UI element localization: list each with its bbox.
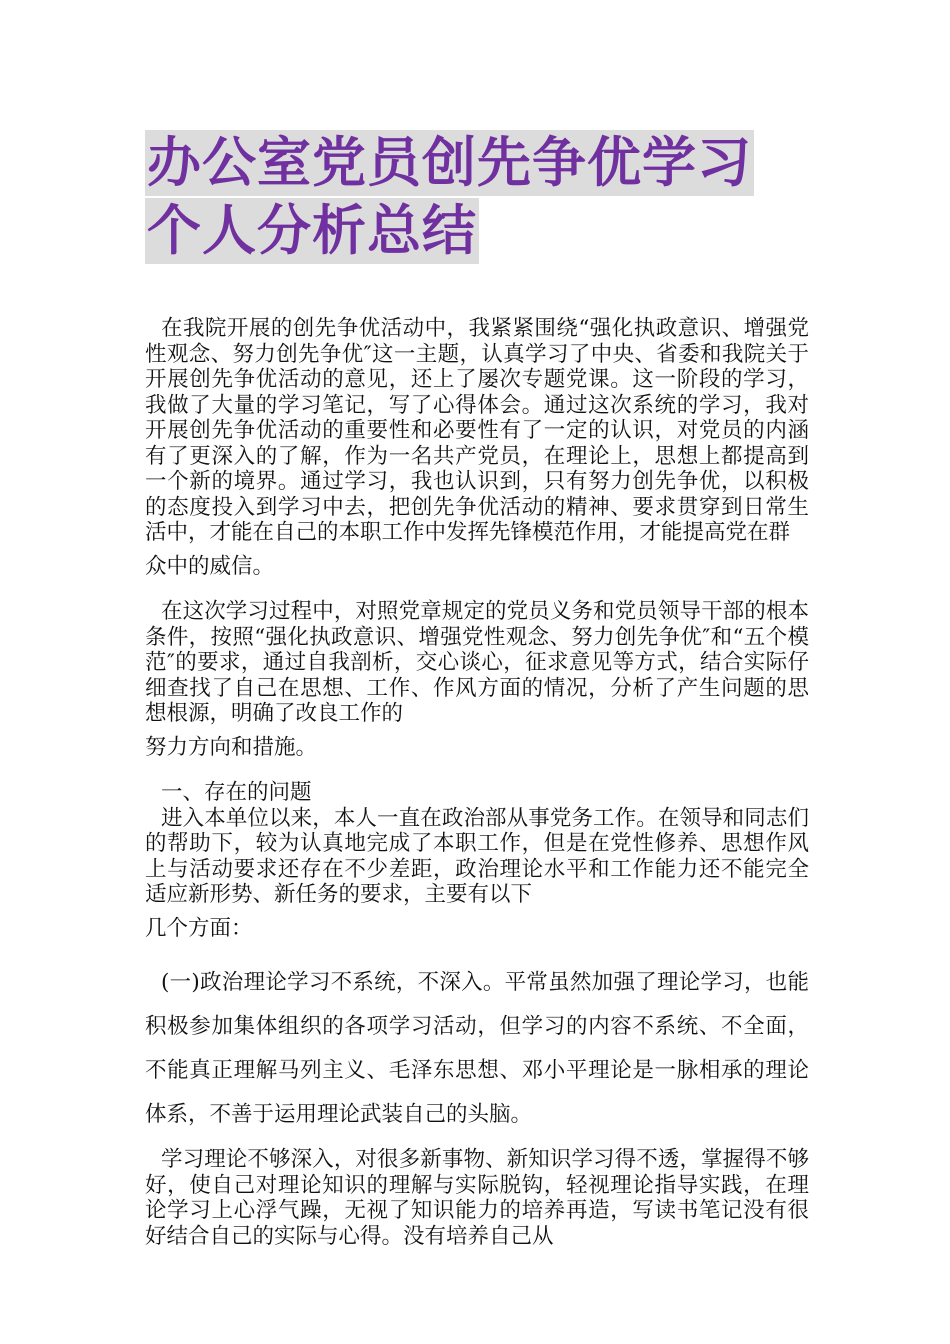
paragraph-1-text: 在我院开展的创先争优活动中，我紧紧围绕“强化执政意识、增强党性观念、努力创先争优″这一主题，认真学习了中央、省委和我院关于开展创先争优活动的意见，还上了屡次专题党课。这一阶段的学习，我做了大量的学习笔记，写了心得体会。通过这次系统的学习，我对开展创先争优活动的重要性和必要性有了一定的认识，对党员的内涵有了更深入的了解，作为一名共产党员，在理论上，思想上都提高到一个新的境界。通过学习，我也认识到，只有努力创先争优，以积极的态度投入到学习中去，把创先争优活动的精神、要求贯穿到日常生活中，才能在自己的本职工作中发挥先锋模范作用，才能提高党在群 (145, 316, 809, 545)
paragraph-2-text: 在这次学习过程中，对照党章规定的党员义务和党员领导干部的根本条件，按照“强化执政意识、增强党性观念、努力创先争优″和“五个模范″的要求，通过自我剖析，交心谈心，征求意见等方式，结合实际仔细查找了自己在思想、工作、作风方面的情况，分析了产生问题的思想根源，明确了改良工作的 (145, 599, 809, 726)
paragraph-3 (145, 806, 809, 942)
paragraph-2-tail: 努力方向和措施。 (145, 734, 318, 760)
paragraph-3-text: 进入本单位以来，本人一直在政治部从事党务工作。在领导和同志们的帮助下，较为认真地完成了本职工作，但是在党性修养、思想作风上与活动要求还存在不少差距，政治理论水平和工作能力还不能完全适应新形势、新任务的要求，主要有以下 (145, 805, 809, 907)
paragraph-4: (一)政治理论学习不系统，不深入。平常虽然加强了理论学习，也能积极参加集体组织的各项学习活动，但学习的内容不系统、不全面，不能真正理解马列主义、毛泽东思想、邓小平理论是一脉相承的理论体系，不善于运用理论武装自己的头脑。 (145, 970, 809, 1127)
document-body (145, 316, 809, 1249)
paragraph-5: 学习理论不够深入，对很多新事物、新知识学习得不透，掌握得不够好，使自己对理论知识的理解与实际脱钩，轻视理论指导实践，在理论学习上心浮气躁，无视了知识能力的培养再造，写读书笔记没有很好结合自己的实际与心得。没有培养自己从 (145, 1147, 809, 1249)
paragraph-1 (145, 316, 809, 579)
paragraph-2 (145, 599, 809, 760)
title-line-2: 个人分析总结 (147, 199, 477, 262)
paragraph-1-tail: 众中的威信。 (145, 553, 275, 579)
paragraph-3-tail: 几个方面： (145, 915, 253, 941)
document-title (145, 130, 825, 264)
section-heading-problems: 一、存在的问题 (161, 780, 312, 805)
title-line-1: 办公室党员创先争优学习 (147, 131, 752, 194)
